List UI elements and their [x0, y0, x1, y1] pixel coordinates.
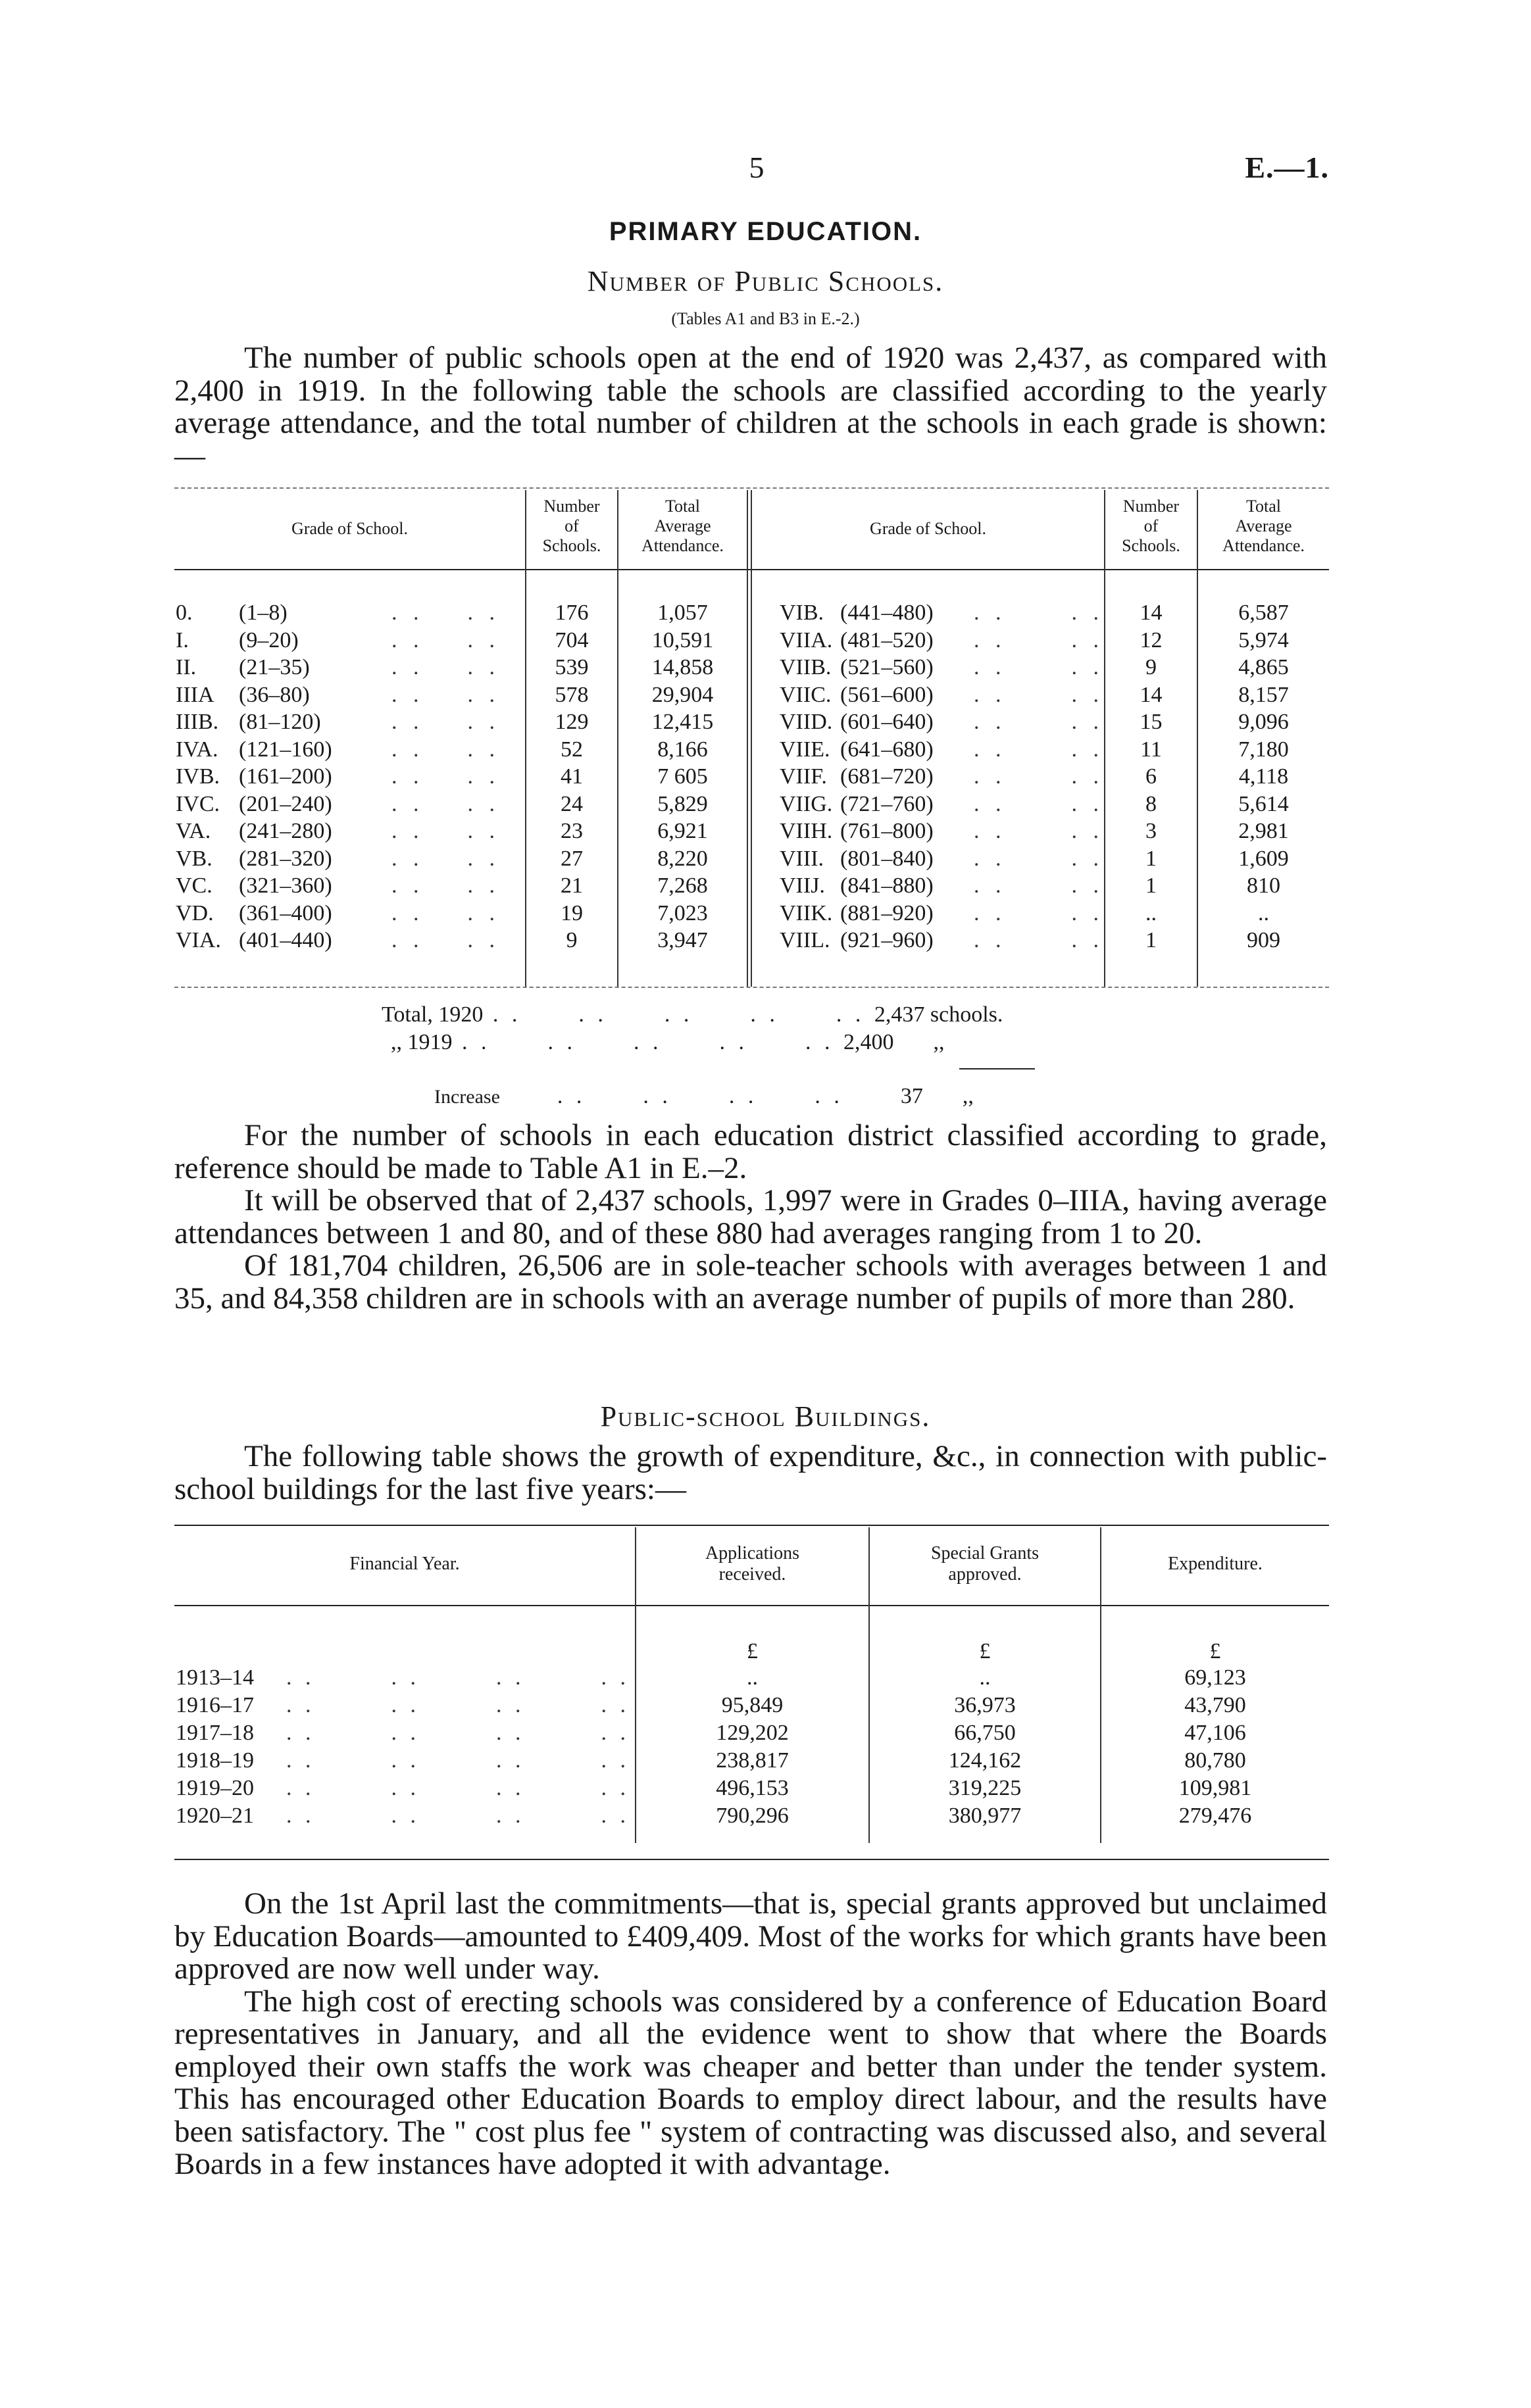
table-row: IVB. (161–200): [176, 764, 332, 789]
attendance-header-right: Total Average Attendance.: [1222, 497, 1305, 555]
buildings-table: Financial Year. Applications received. Special Grants approved. Expenditure. £ £ £ 1913–14 1916–17 1917–18 1918–19 1919–20 1920–21 . . . . . . . . . . . . . . . . . . . . . . . . . . . . . . . . . . . . . . . . . . . . . . . . .. 95,849 129,202 238,817 496,153 790,296 .. 36,973 66,750 124,162 319,225 380,977 69,123 43,790 47,106 80,780 109,981 279,476: [174, 1525, 1329, 1860]
table-row: VIIH. (761–800): [780, 819, 934, 843]
right-schools-column: 14 12 9 14 15 11 6 8 3 1 1 .. 1: [1140, 601, 1163, 952]
table-row: 1919–20: [176, 1776, 254, 1800]
paragraph: It will be observed that of 2,437 schools, 1,997 were in Grades 0–IIIA, having average attendances between 1 and 80, and of these 880 had averages ranging from 1 to 20.: [174, 1183, 1327, 1250]
table-row: VIIJ. (841–880): [780, 873, 934, 898]
number-header-right: Number of Schools.: [1122, 497, 1180, 555]
increase-row: Increase . . . . . . . . 37 ,,: [434, 1084, 974, 1108]
table-row: IVA. (121–160): [176, 737, 332, 762]
buildings-intro: [174, 1440, 1327, 1506]
table-row: 1917–18: [176, 1721, 254, 1745]
right-grade-column: [780, 599, 934, 954]
intro-text: The number of public schools open at the end of 1920 was 2,437, as compared with 2,400 in 1919. In the following table the schools are classified according to the yearly average attendance, and the total number of children at the schools in each grade is shown:—: [174, 341, 1327, 473]
right-attendance-column: 6,587 5,974 4,865 8,157 9,096 7,180 4,118 5,614 2,981 1,609 810 .. 909: [1238, 601, 1289, 952]
table-row: VIIK. (881–920): [780, 900, 934, 925]
table-row: VIIL. (921–960): [780, 928, 934, 952]
currency-symbol: £: [747, 1639, 758, 1663]
table-row: VIIB. (521–560): [780, 655, 934, 679]
applications-header: Applications received.: [705, 1543, 800, 1585]
paragraph: Of 181,704 children, 26,506 are in sole-teacher schools with averages between 1 and 35, and 84,358 children are in schools with an average number of pupils of more than 280.: [174, 1248, 1327, 1315]
table-row: VIB. (441–480): [780, 601, 934, 625]
left-schools-column: 176 704 539 578 129 52 41 24 23 27 21 19 9: [555, 601, 589, 952]
table-row: 1913–14: [176, 1665, 254, 1690]
table-row: 0. (1–8): [176, 601, 288, 625]
total-1920-row: Total, 1920 . . . . . . . . . . 2,437 schools.: [382, 1002, 1003, 1027]
table-row: IIIB. (81–120): [176, 710, 321, 734]
grants-header: Special Grants approved.: [930, 1543, 1040, 1585]
table-row: VB. (281–320): [176, 846, 332, 871]
table-row: IIIA (36–80): [176, 682, 310, 707]
table-row: VIA. (401–440): [176, 928, 332, 952]
table-row: VC. (321–360): [176, 873, 332, 898]
section-title: PRIMARY EDUCATION.: [609, 217, 922, 246]
table-row: VIIF. (681–720): [780, 764, 934, 789]
attendance-header-left: Total Average Attendance.: [641, 497, 724, 555]
schools-table: Grade of School. Number of Schools. Total Average Attendance. Grade of School. Number of Schools. Total Average Attendance. 0. (1–8) I. (9–20) II. (21–35) IIIA (36–80) IIIB. (81–120) IVA. (121–160) IVB. (161–200) IVC. (201–240) VA. (241–280) VB. (281–320) VC. (321–360) VD. (361–400) VIA. (401–440) . . . . . . . . . . . . . . . . . . . . . . . . . . . . . . . . . . . . . . . . . . . . . . . . . . . . 176 704 539 578 129 52 41 24 23 27 21 19 9 1,057 10,591 14,858 29,904 12,415 8,166 7 605 5,829 6,921 8,220 7,268 7,023 3,947 VIB. (441–480) VIIA. (481–520) VIIB. (521–560) VIIC. (561–600) VIID. (601–640) VIIE. (641–680) VIIF. (681–720) VIIG. (721–760) VIIH. (761–800) VIII. (801–840) VIIJ. (841–880) VIIK. (881–920) VIIL. (921–960) . . . . . . . . . . . . . . . . . . . . . . . . . . . . . . . . . . . . . . . . . . . . . . . . . . . . 14 12 9 14 15 11 6 8 3 1 1 .. 1 6,587 5,974 4,865 8,157 9,096 7,180 4,118 5,614 2,981 1,609 810 .. 909: [174, 482, 1329, 989]
totals-block: [382, 1001, 1003, 1056]
paragraph: The high cost of erecting schools was considered by a conference of Education Board representatives in January, and all the evidence went to show that where the Boards employed their own staffs the work was cheaper and better than under the tender system. This has encouraged other Education Boards to employ direct labour, and the results have been satisfactory. The " cost plus fee " system of contracting was discussed also, and several Boards in a few instances have adopted it with advantage.: [174, 1984, 1327, 2181]
table-reference-note: (Tables A1 and B3 in E.-2.): [671, 309, 860, 328]
table-row: VIID. (601–640): [780, 710, 934, 734]
paragraph: On the 1st April last the commitments—that is, special grants approved but unclaimed by Education Boards—amounted to £409,409. Most of the works for which grants have been approved are now well under way.: [174, 1886, 1327, 1986]
total-1919-row: ,, 1919 . . . . . . . . . . 2,400 ,,: [391, 1030, 945, 1054]
year-header: Financial Year.: [349, 1554, 460, 1574]
table-row: IVC. (201–240): [176, 791, 332, 816]
paragraph: The following table shows the growth of expenditure, &c., in connection with public-school buildings for the last five years:—: [174, 1439, 1327, 1506]
table-row: VIII. (801–840): [780, 846, 934, 871]
currency-symbol: £: [1209, 1639, 1221, 1663]
table-row: VIIE. (641–680): [780, 737, 934, 762]
buildings-heading: Public-school Buildings.: [600, 1400, 931, 1433]
table-row: VD. (361–400): [176, 900, 332, 925]
table-row: 1916–17: [176, 1693, 254, 1717]
left-attendance-column: 1,057 10,591 14,858 29,904 12,415 8,166 7 605 5,829 6,921 8,220 7,268 7,023 3,947: [651, 601, 714, 952]
paragraph: For the number of schools in each education district classified according to grade, reference should be made to Table A1 in E.–2.: [174, 1118, 1327, 1185]
table-row: 1918–19: [176, 1748, 254, 1773]
table-row: 1920–21: [176, 1804, 254, 1828]
table-row: II. (21–35): [176, 655, 310, 679]
closing-paragraphs: [174, 1888, 1327, 2181]
intro-paragraph: [174, 342, 1327, 472]
section-subtitle: Number of Public Schools.: [587, 265, 944, 297]
applications-column: .. 95,849 129,202 238,817 496,153 790,296: [716, 1665, 789, 1828]
number-header-left: Number of Schools.: [542, 497, 601, 555]
table-row: VIIC. (561–600): [780, 682, 934, 707]
expenditure-header: Expenditure.: [1168, 1554, 1263, 1574]
grade-header-right: Grade of School.: [870, 519, 986, 538]
expenditure-column: 69,123 43,790 47,106 80,780 109,981 279,476: [1178, 1665, 1252, 1828]
document-reference: E.—1.: [1245, 151, 1329, 184]
table-row: VIIG. (721–760): [780, 791, 934, 816]
table-row: I. (9–20): [176, 627, 299, 652]
left-grade-column: [176, 599, 332, 954]
analysis-paragraphs: [174, 1119, 1327, 1315]
page-number: 5: [749, 151, 765, 184]
table-row: VIIA. (481–520): [780, 627, 934, 652]
grade-header-left: Grade of School.: [291, 519, 408, 538]
year-column: [176, 1664, 254, 1830]
currency-symbol: £: [979, 1639, 991, 1663]
grants-column: .. 36,973 66,750 124,162 319,225 380,977: [948, 1665, 1022, 1828]
table-row: VA. (241–280): [176, 819, 332, 843]
